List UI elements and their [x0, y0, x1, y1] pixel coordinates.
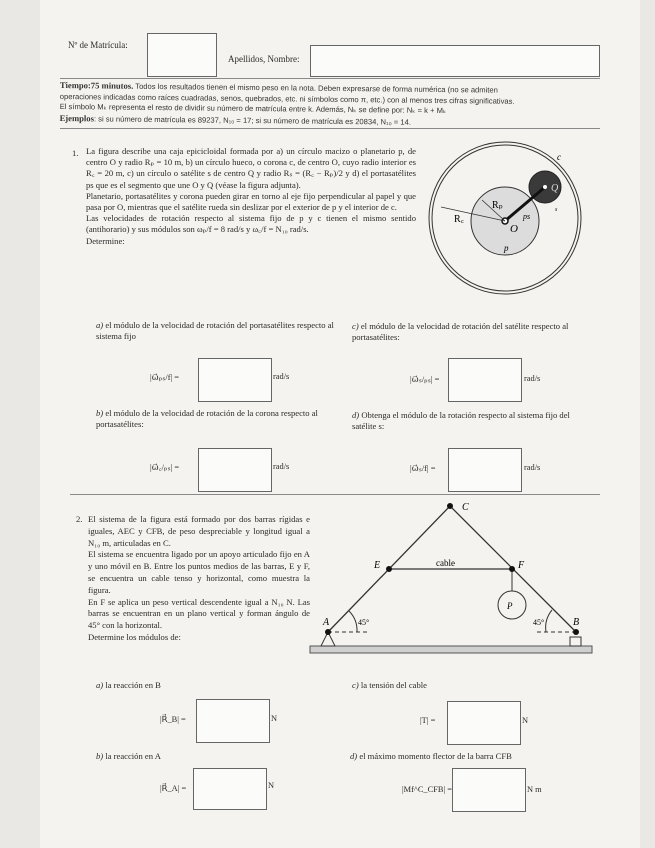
joint-A: [325, 629, 331, 635]
name-label: Apellidos, Nombre:: [228, 54, 300, 64]
question-1c: [352, 321, 592, 343]
paragraph: Las velocidades de rotación respecto al sistema fijo de p y c tienen el mismo sentido (antihorario) y sus módulos son ωₚ/f = 8 rad/s y ω꜀/f = N₁₀ rad/s.: [86, 213, 416, 235]
matricula-label: Nº de Matrícula:: [68, 40, 128, 50]
answer-1a-unit: rad/s: [273, 372, 290, 381]
problem-2-number: 2.: [76, 514, 83, 524]
question-1b: [96, 408, 336, 430]
answer-1c-unit: rad/s: [524, 374, 541, 383]
examples-label: Ejemplos: [59, 112, 95, 123]
center-Q: [543, 185, 547, 189]
paragraph: La figura describe una caja epicicloidal formada por a) un círculo macizo o planetario p, de centro O y radio Rₚ = 10 m, b) un círculo hueco, o corona c, de centro O, cuyo radio interior es R꜀ = 20 m, c) un círculo o satélite s de centro Q y radio Rₛ = (R꜀ − Rₚ)/2 y d) el portasatélites ps que es el segmento que une O y Q (véase la figura adjunta).: [86, 146, 416, 190]
paragraph: Determine:: [86, 235, 125, 246]
question-1a: [96, 320, 336, 342]
joint-B: [573, 629, 579, 635]
answer-2b-unit: N: [268, 781, 275, 790]
label-p: p: [504, 243, 509, 253]
answer-2d-label: |Mf^C_CFB| =: [402, 785, 452, 794]
answer-1b-field[interactable]: [198, 448, 272, 492]
label-O: O: [510, 223, 518, 235]
question-2b: [96, 751, 161, 762]
answer-1a-field[interactable]: [198, 358, 272, 402]
paragraph: El sistema de la figura está formado por dos barras rígidas e iguales, AEC y CFB, de peso despreciable y longitud igual a N₁₀ m, articuladas en C.: [88, 514, 310, 548]
problem-1-statement: [86, 146, 416, 247]
divider: [60, 78, 600, 79]
question-letter: c): [352, 321, 359, 331]
examples-text: : si su número de matrícula es 89237, N₁₀ = 17; si su número de matrícula es 20834, N₁₀ = 14.: [93, 113, 412, 127]
question-2a: [96, 680, 161, 691]
answer-1c-label: |ω⃗ₛ/ₚₛ| =: [410, 375, 440, 384]
question-text: la reacción en A: [105, 751, 161, 761]
answer-2b-field[interactable]: [193, 768, 267, 810]
name-field[interactable]: [310, 45, 600, 77]
answer-1d-label: |ω⃗ₛ/f| =: [410, 464, 436, 473]
label-Rp: Rₚ: [492, 200, 503, 211]
problem-2-statement: [88, 514, 310, 644]
question-letter: d): [350, 751, 358, 761]
answer-2a-label: |R⃗_B| =: [160, 715, 186, 724]
answer-1a-label: |ω⃗ₚₛ/f| =: [150, 373, 180, 382]
label-cable: cable: [436, 558, 455, 568]
instructions-line: Todos los resultados tienen el mismo peso en la nota. Deben expresarse de forma numérica (no se admiten: [135, 81, 498, 95]
instructions: [60, 80, 605, 130]
answer-1c-field[interactable]: [448, 358, 522, 402]
label-Rc: R꜀: [454, 214, 465, 225]
joint-E: [386, 566, 392, 572]
answer-2c-field[interactable]: [447, 701, 521, 745]
label-angle-A: 45°: [358, 618, 370, 627]
truss-figure: [300, 495, 595, 665]
answer-1d-field[interactable]: [448, 448, 522, 492]
question-letter: c): [352, 680, 359, 690]
joint-C: [447, 503, 453, 509]
question-letter: a): [96, 680, 104, 690]
question-text: el máximo momento flector de la barra CFB: [359, 751, 512, 761]
paragraph: En F se aplica un peso vertical descendente igual a N₁₀ N. Las barras se encuentran en un plano vertical y forman ángulo de 45° con la horizontal.: [88, 596, 310, 631]
label-C: C: [462, 502, 469, 513]
question-2c: [352, 680, 427, 691]
divider: [60, 128, 600, 129]
label-P: P: [507, 601, 513, 611]
label-A: A: [323, 617, 330, 628]
label-ps: ps: [523, 212, 531, 221]
question-letter: b): [96, 751, 104, 761]
instructions-line: operaciones indicadas como raíces cuadradas, senos, quebrados, etc. ni símbolos como π, etc.) con al menos tres cifras significativas.: [59, 91, 515, 106]
question-text: el módulo de la velocidad de rotación del satélite respecto al portasatélites:: [352, 321, 569, 343]
question-letter: a): [96, 320, 104, 330]
answer-1d-unit: rad/s: [524, 463, 541, 472]
label-c: c: [557, 152, 561, 162]
question-1d: [352, 410, 592, 432]
label-angle-B: 45°: [533, 618, 545, 627]
paragraph: El sistema se encuentra ligado por un apoyo articulado fijo en A y uno móvil en B. Entre los puntos medios de las barras, E y F, se encuentra un cable tenso y horizontal, como muestra la figura.: [88, 549, 310, 595]
label-B: B: [573, 617, 580, 628]
answer-2b-label: |R⃗_A| =: [160, 784, 187, 793]
angle-arc-B: [546, 610, 552, 632]
problem-1-number: 1.: [72, 148, 79, 158]
joint-F: [509, 566, 515, 572]
answer-1b-unit: rad/s: [273, 462, 290, 471]
question-text: la reacción en B: [105, 680, 161, 690]
matricula-field[interactable]: [147, 33, 217, 77]
label-s: s: [555, 207, 558, 213]
question-letter: b): [96, 408, 104, 418]
angle-arc-A: [349, 611, 357, 632]
answer-2d-field[interactable]: [452, 768, 526, 812]
answer-2d-unit: N m: [527, 785, 542, 794]
roller-support-B: [570, 637, 581, 646]
question-text: la tensión del cable: [360, 680, 427, 690]
answer-2a-unit: N: [271, 714, 278, 723]
epicycloidal-gear-figure: [420, 140, 600, 300]
paragraph: Determine los módulos de:: [88, 631, 181, 642]
question-text: el módulo de la velocidad de rotación del portasatélites respecto al sistema fijo: [96, 320, 334, 342]
question-text: Obtenga el módulo de la rotación respecto al sistema fijo del satélite s:: [352, 410, 570, 432]
question-letter: d): [352, 410, 360, 420]
answer-2a-field[interactable]: [196, 699, 270, 743]
instructions-line: El símbolo Mₖ representa el resto de dividir su número de matrícula entre k. Además, Nₖ se define por: Nₖ = k + Mₖ: [59, 101, 447, 116]
answer-2c-unit: N: [522, 716, 529, 725]
time-limit: Tiempo:75 minutos.: [59, 80, 134, 91]
label-F: F: [518, 560, 525, 571]
paragraph: Planetario, portasatélites y corona pueden girar en torno al eje fijo perpendicular al papel y que pasa por O, mientras que el satélite rueda sin deslizar por el exterior de p y el interior de c.: [86, 190, 416, 213]
answer-1b-label: |ω⃗꜀/ₚₛ| =: [150, 463, 180, 472]
label-E: E: [374, 560, 381, 571]
ground: [310, 646, 592, 653]
answer-2c-label: |T| =: [420, 716, 436, 725]
question-text: el módulo de la velocidad de rotación de la corona respecto al portasatélites:: [96, 408, 318, 430]
label-Q: Q: [551, 183, 559, 194]
question-2d: [350, 751, 512, 762]
